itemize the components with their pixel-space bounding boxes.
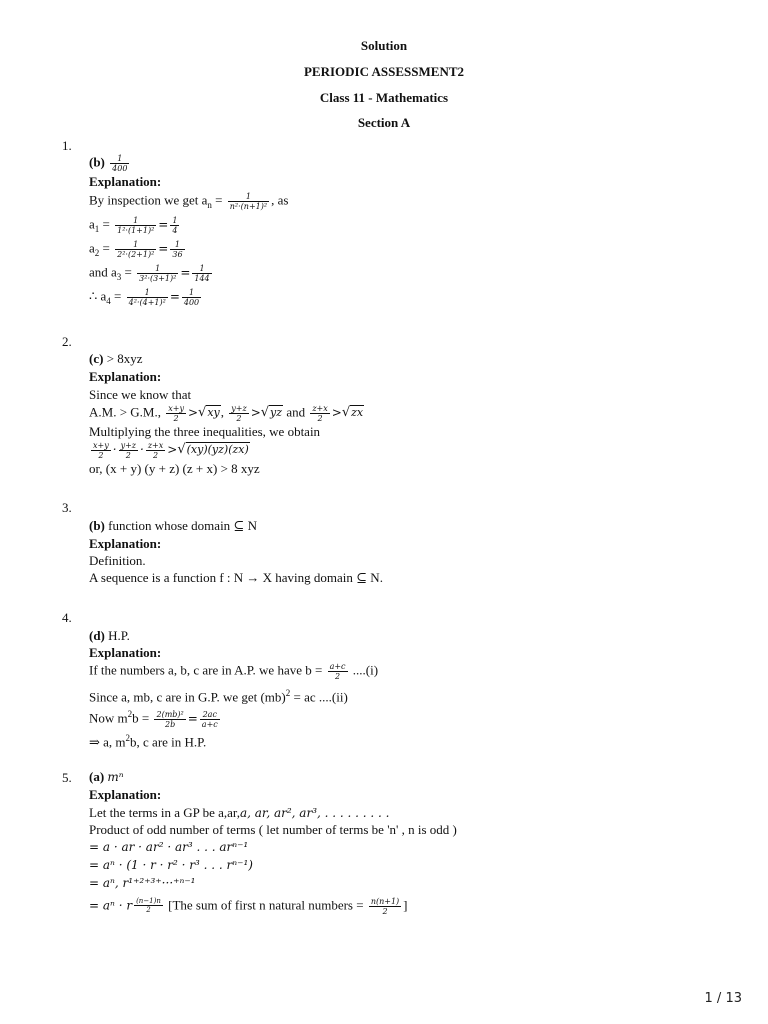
explanation-label: Explanation: (89, 787, 162, 802)
explanation-label: Explanation: (89, 645, 162, 660)
class-title: Class 11 - Mathematics (319, 90, 449, 105)
answer-option: (a) (89, 769, 105, 784)
explanation-line: ⇒ a, $m^2b$, c are in H.P. (89, 733, 207, 750)
answer-line (89, 154, 131, 173)
answer-line (89, 769, 124, 785)
equation-line: = aⁿ · r $\frac{(n-1)n}{2}$ [The sum of first n natural numbers = $\frac{n(n+1)}{2}$ ] (89, 897, 408, 916)
explanation-label: Explanation: (89, 536, 162, 551)
answer-line (89, 518, 257, 534)
am-gm-line: A.M. > G.M., $\frac{x+y}{2}$ >√xy, $\frac{y+z}{2}$ >√yz and $\frac{z+x}{2}$ >√zx (89, 404, 364, 423)
explanation-line: Since a, mb, c are in G.P. we get (mb)$^2$ = ac ....(ii) (89, 688, 348, 705)
section-title: Section A (357, 115, 411, 130)
explanation-line: Definition. (89, 553, 146, 568)
explanation-line: A sequence is a function f : N → X having domain ⊆ N. (89, 570, 383, 585)
explanation-label: Explanation: (89, 174, 162, 189)
assessment-title: PERIODIC ASSESSMENT2 (303, 64, 465, 79)
formula-fraction: $\frac{1}{\text{n²·(n+1)²}}$ (229, 192, 268, 211)
explanation-line: or, (x + y) (y + z) (z + x) > 8 xyz (89, 461, 260, 476)
question-number: 5. (62, 770, 72, 785)
explanation-line: Let the terms in a GP be a,ar,a, ar, ar², ar³, . . . . . . . . . (89, 805, 390, 820)
answer-option: (c) (89, 351, 104, 366)
product-line: $\frac{x+y}{2}$ · $\frac{y+z}{2}$ · $\frac{z+x}{2}$ >√(xy)(yz)(zx) (93, 441, 249, 460)
equation-line: = a · ar · ar² · ar³ . . . arⁿ⁻¹ (89, 840, 249, 854)
solution-title: Solution (360, 38, 408, 53)
answer-text: function whose domain ⊆ N (104, 518, 257, 533)
term-a4: ∴ $a_4$ = $\frac{1}{\text{4²·(4+1)²}}$ = $\frac{1}{400}$ (89, 288, 200, 307)
term-a2: $a_2$ = $\frac{1}{\text{2²·(2+1)²}}$ = $\frac{1}{36}$ (89, 240, 183, 259)
explanation-line: By inspection we get $a_n$ = $\frac{1}{\text{n²·(n+1)²}}$ , as (89, 192, 289, 211)
question-number: 2. (62, 334, 72, 349)
explanation-line: If the numbers a, b, c are in A.P. we have b = $\frac{a+c}{2}$ ....(i) (89, 662, 379, 681)
explanation-line: Now $m^2b$ = $\frac{\text{2(mb)²}}{2b}$ = $\frac{2ac}{a+c}$ (89, 709, 218, 729)
explanation-label: Explanation: (89, 369, 162, 384)
question-number: 4. (62, 610, 72, 625)
answer-text: H.P. (104, 628, 130, 643)
explanation-line: Product of odd number of terms ( let number of terms be 'n' , n is odd ) (89, 822, 457, 837)
question-number: 1. (62, 138, 72, 153)
answer-fraction: $\frac{1}{400}$ (112, 154, 128, 173)
answer-text: > 8xyz (103, 351, 143, 366)
answer-option: (b) (89, 154, 105, 170)
explanation-line: Since we know that (89, 387, 192, 402)
answer-line (89, 628, 130, 644)
term-a3: and $a_3$ = $\frac{1}{\text{3²·(3+1)²}}$ = $\frac{1}{144}$ (89, 264, 210, 283)
page-number: 1 / 13 (704, 991, 742, 1006)
equation-line: = aⁿ, r¹⁺²⁺³⁺···⁺ⁿ⁻¹ (89, 876, 196, 890)
answer-option: (b) (89, 518, 105, 533)
term-a1: $a_1$ = $\frac{1}{\text{1²·(1+1)²}}$ = $\frac{1}{4}$ (89, 216, 178, 235)
answer-option: (d) (89, 628, 105, 643)
explanation-line: Multiplying the three inequalities, we obtain (89, 424, 321, 439)
answer-text: mⁿ (107, 770, 124, 784)
answer-line (89, 351, 143, 367)
equation-line: = aⁿ · (1 · r · r² · r³ . . . rⁿ⁻¹) (89, 858, 253, 872)
question-number: 3. (62, 500, 72, 515)
